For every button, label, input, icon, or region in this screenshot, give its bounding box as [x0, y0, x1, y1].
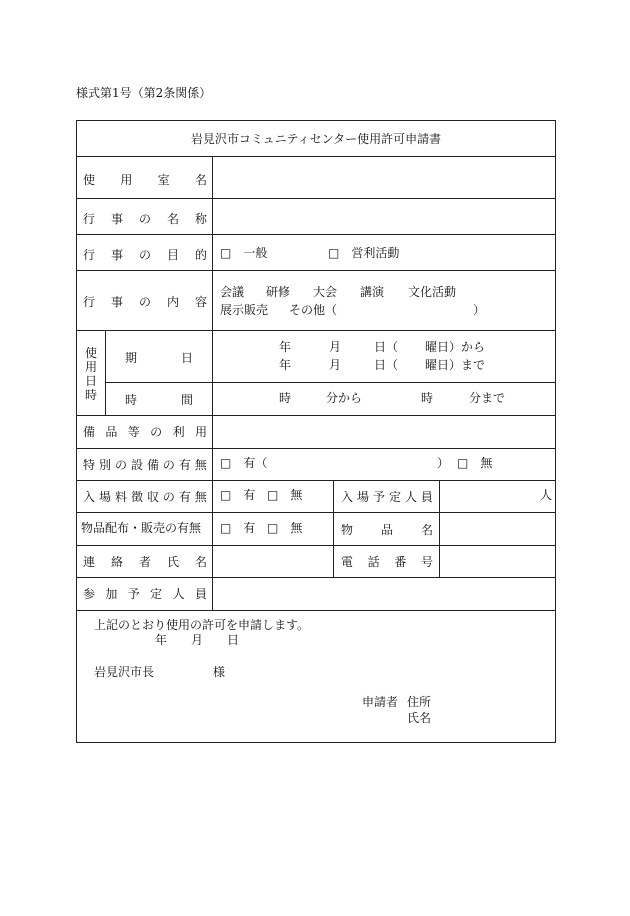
application-statement: 上記のとおり使用の許可を申請します。 [94, 618, 310, 632]
label-phone: 電 話 番 号 [341, 555, 433, 569]
application-form [76, 120, 556, 743]
label-attendees: 入 場 予 定 人 員 [341, 490, 433, 504]
form-title: 岩見沢市コミュニティセンター使用許可申請書 [190, 132, 442, 146]
admission-yes-checkbox[interactable]: □ 有 [220, 488, 256, 502]
period-from-year: 年 [279, 340, 292, 354]
period-from-weekday: 曜日）から [425, 340, 486, 354]
name-label: 氏名 [407, 711, 432, 725]
attendees-unit: 人 [540, 488, 553, 502]
label-period: 期 日 [125, 351, 193, 365]
address-label: 住所 [407, 695, 432, 709]
label-contact-name: 連 絡 者 氏 名 [83, 555, 207, 569]
label-participants: 参 加 予 定 人 員 [83, 587, 207, 601]
content-other-close: ） [473, 303, 486, 317]
label-event-purpose: 行 事 の 目 的 [83, 248, 207, 262]
label-distribution: 物品配布・販売の有無 [81, 521, 202, 535]
footer-day: 日 [227, 633, 240, 647]
label-room: 使 用 室 名 [83, 173, 207, 187]
label-event-name: 行 事 の 名 称 [83, 212, 207, 226]
time-to-minute: 分まで [469, 391, 506, 405]
period-from-month: 月 [329, 340, 342, 354]
footer-month: 月 [191, 633, 204, 647]
period-to-weekday: 曜日）まで [425, 358, 486, 372]
label-time: 時 間 [125, 393, 193, 407]
content-option-other[interactable]: その他（ [289, 303, 338, 317]
form-number: 様式第1号（第2条関係） [76, 86, 212, 100]
label-admission: 入 場 料 徴 収 の 有 無 [83, 490, 207, 504]
period-to-day: 日（ [374, 358, 399, 372]
footer-year: 年 [155, 633, 168, 647]
label-event-content: 行 事 の 内 容 [83, 295, 207, 309]
distribution-yes-checkbox[interactable]: □ 有 [220, 521, 256, 535]
content-option-convention[interactable]: 大会 [313, 285, 338, 299]
admission-no-checkbox[interactable]: □ 無 [267, 488, 303, 502]
time-to-hour: 時 [421, 391, 434, 405]
period-to-month: 月 [329, 358, 342, 372]
content-option-meeting[interactable]: 会議 [220, 285, 245, 299]
label-date-group: 使 用 日 時 [84, 346, 97, 402]
special-no-checkbox[interactable]: □ 無 [457, 456, 493, 470]
period-to-year: 年 [279, 358, 292, 372]
special-close: ） [437, 456, 450, 470]
special-yes-checkbox[interactable]: □ 有（ [220, 456, 268, 470]
applicant-label: 申請者 [362, 695, 399, 709]
time-from-minute: 分から [326, 391, 363, 405]
honorific: 様 [213, 665, 226, 679]
time-from-hour: 時 [279, 391, 292, 405]
content-option-culture[interactable]: 文化活動 [408, 285, 457, 299]
label-special-equipment: 特 別 の 設 備 の 有 無 [83, 458, 207, 472]
label-equipment: 備 品 等 の 利 用 [83, 425, 207, 439]
period-from-day: 日（ [374, 340, 399, 354]
content-option-training[interactable]: 研修 [266, 285, 291, 299]
purpose-commercial-checkbox[interactable]: □ 営利活動 [328, 246, 400, 260]
distribution-no-checkbox[interactable]: □ 無 [267, 521, 303, 535]
label-goods-name: 物 品 名 [341, 523, 433, 537]
addressee: 岩見沢市長 [94, 665, 155, 679]
purpose-general-checkbox[interactable]: □ 一般 [220, 246, 268, 260]
content-option-sale[interactable]: 展示販売 [220, 303, 269, 317]
content-option-lecture[interactable]: 講演 [360, 285, 385, 299]
